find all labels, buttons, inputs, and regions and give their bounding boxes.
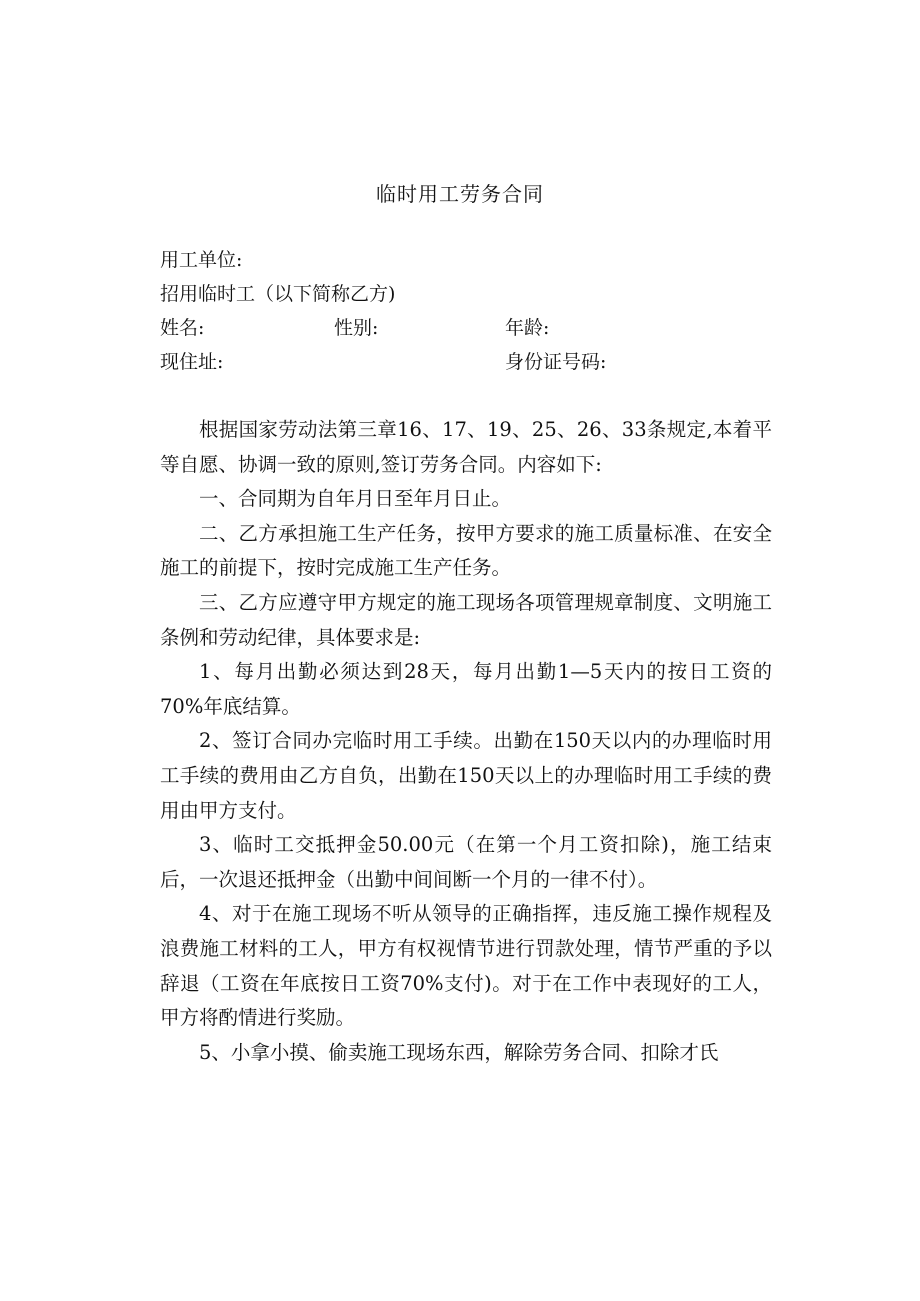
paragraph-term: 一、合同期为自年月日至年月日止。 xyxy=(199,487,512,511)
id-number-label: 身份证号码: xyxy=(505,351,607,373)
personal-info-line xyxy=(160,316,550,340)
paragraph-rule-4: 4、对于在施工现场不听从领导的正确指挥，违反施工操作规程及浪费施工材料的工人，甲方有权视情节进行罚款处理，情节严重的予以辞退（工资在年底按日工资70%支付)。对于在工作中表现好的工人，甲方将酌情进行奖励。 xyxy=(160,902,772,1030)
paragraph-task: 二、乙方承担施工生产任务，按甲方要求的施工质量标准、在安全施工的前提下，按时完成施工生产任务。 xyxy=(160,521,772,580)
worker-intro: 招用临时工（以下简称乙方) xyxy=(160,283,396,305)
employer-line xyxy=(160,248,242,272)
name-label: 姓名: xyxy=(160,317,205,339)
paragraph-rules: 三、乙方应遵守甲方规定的施工现场各项管理规章制度、文明施工条例和劳动纪律，具体要求是: xyxy=(160,590,772,649)
document-title: 临时用工劳务合同 xyxy=(376,182,544,206)
employer-label: 用工单位: xyxy=(160,249,243,271)
paragraph-rule-2: 2、签订合同办完临时用工手续。出勤在150天以内的办理临时用工手续的费用由乙方自负，出勤在150天以上的办理临时用工手续的费用由甲方支付。 xyxy=(160,729,772,822)
paragraph-rule-1: 1、每月出勤必须达到28天，每月出勤1—5天内的按日工资的70%年底结算。 xyxy=(160,660,772,718)
address-label: 现住址: xyxy=(160,351,224,373)
contract-body xyxy=(160,413,772,1070)
paragraph-rule-3: 3、临时工交抵押金50.00元（在第一个月工资扣除)，施工结束后，一次退还抵押金（出勤中间间断一个月的一律不付）。 xyxy=(160,833,772,891)
worker-intro-line xyxy=(160,282,395,306)
age-label: 年龄: xyxy=(505,317,550,339)
paragraph-preamble: 根据国家劳动法第三章16、17、19、25、26、33条规定,本着平等自愿、协调一致的原则,签订劳务合同。内容如下: xyxy=(160,418,772,476)
paragraph-rule-5: 5、小拿小摸、偷卖施工现场东西，解除劳务合同、扣除才氏 xyxy=(199,1040,719,1064)
gender-label: 性别: xyxy=(334,317,379,339)
address-id-line xyxy=(160,350,607,374)
